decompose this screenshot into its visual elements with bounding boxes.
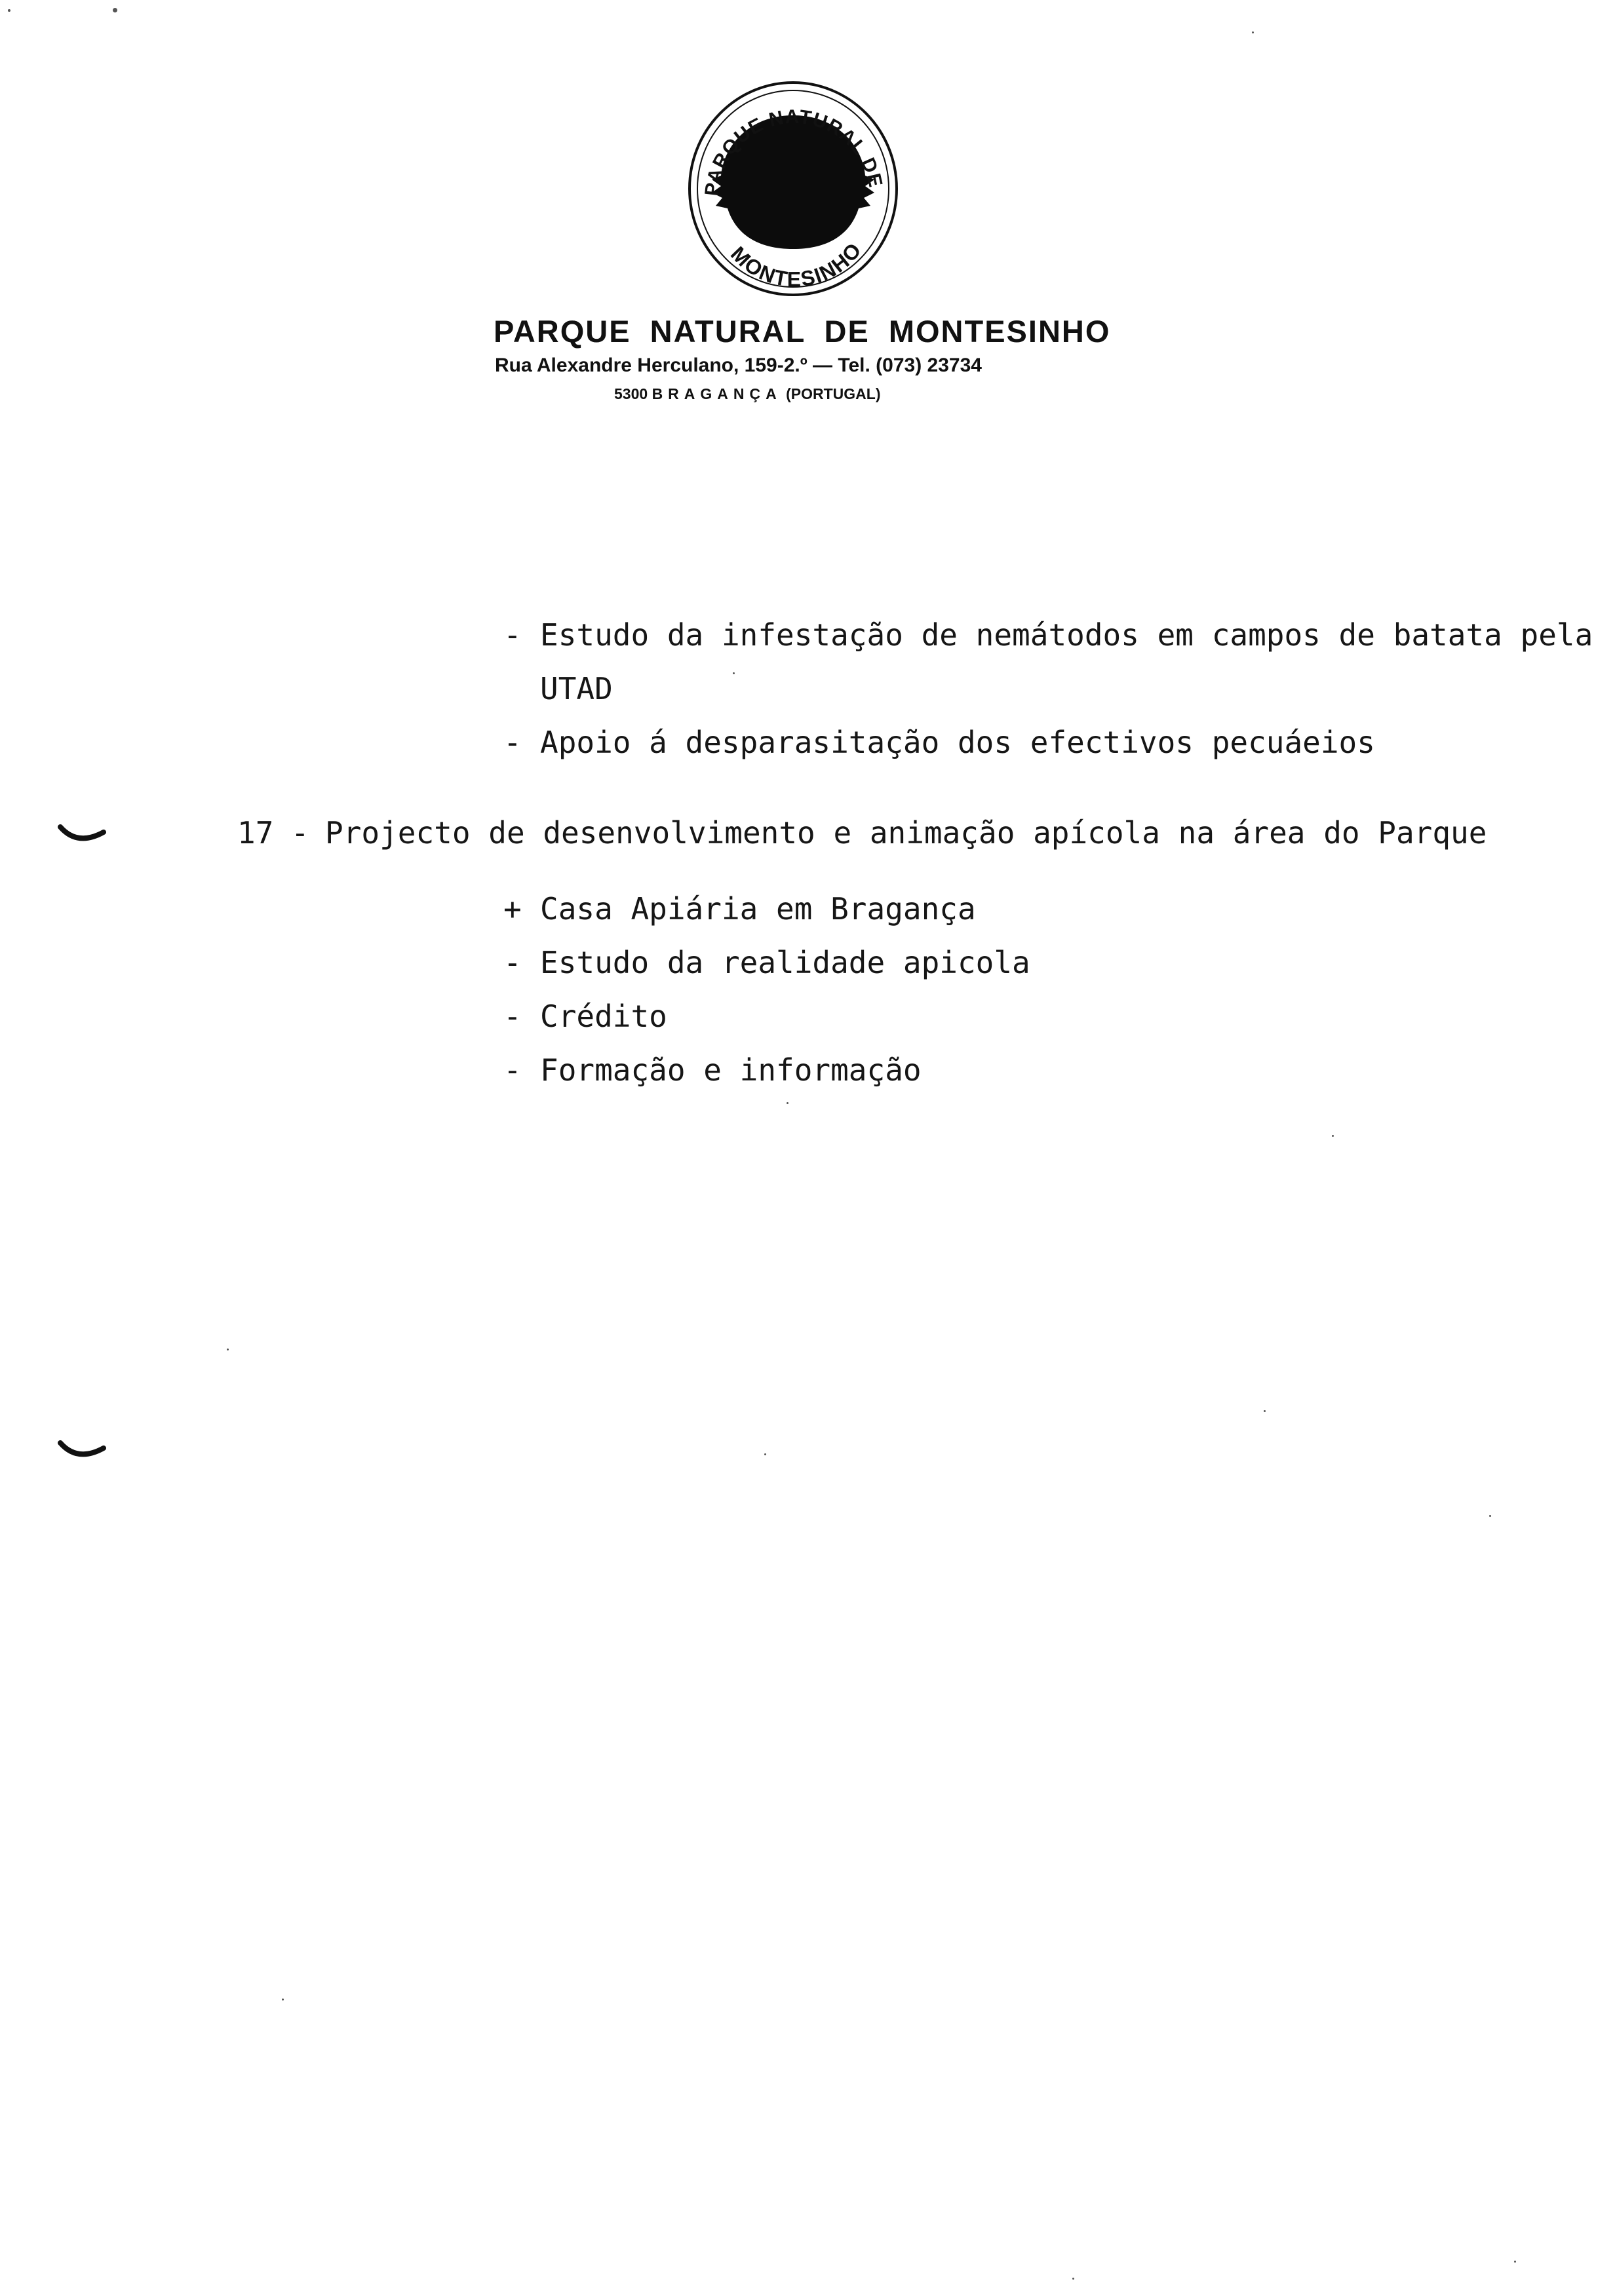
scan-speck xyxy=(113,8,117,12)
letterhead-city-line xyxy=(614,385,881,403)
list-item-marker: - xyxy=(503,945,522,980)
list-item-text: Casa Apiária em Bragança xyxy=(540,891,976,927)
list-item-continuation: UTAD xyxy=(540,671,613,706)
seal-top-text: PARQUE NATURAL DE xyxy=(701,105,887,197)
list-item-text: Apoio á desparasitação dos efectivos pecuáeios xyxy=(540,725,1375,760)
section-number: 17 xyxy=(237,815,274,851)
letterhead-title: PARQUE NATURAL DE MONTESINHO xyxy=(494,314,1111,349)
seal-bottom-text: MONTESINHO xyxy=(726,237,867,292)
punch-hole-mark xyxy=(58,823,106,847)
list-item-marker: - xyxy=(503,1052,522,1088)
scan-speck xyxy=(1252,31,1254,33)
list-item-text: Formação e informação xyxy=(540,1052,922,1088)
park-seal-logo xyxy=(684,77,902,300)
scan-speck xyxy=(764,1453,766,1455)
letterhead-postcode: 5300 xyxy=(614,385,648,402)
list-item-marker: - xyxy=(503,999,522,1034)
scan-speck xyxy=(1332,1135,1334,1137)
section-heading: Projecto de desenvolvimento e animação apícola na área do Parque xyxy=(325,815,1487,851)
section-dash: - xyxy=(291,815,309,851)
scan-speck xyxy=(227,1349,229,1350)
list-item-text: Estudo da infestação de nemátodos em campos de batata pela xyxy=(540,617,1593,653)
scan-speck xyxy=(1514,2261,1516,2263)
letterhead-address: Rua Alexandre Herculano, 159-2.º — Tel. (073) 23734 xyxy=(495,354,982,376)
list-item-marker: - xyxy=(503,725,522,760)
list-item-marker: + xyxy=(503,891,522,927)
scan-speck xyxy=(1264,1410,1266,1412)
list-item-marker: - xyxy=(503,617,522,653)
scan-speck xyxy=(1489,1515,1491,1517)
scan-speck xyxy=(8,9,10,12)
list-item-text: Estudo da realidade apicola xyxy=(540,945,1030,980)
letterhead-city: BRAGANÇA xyxy=(652,385,782,402)
scan-speck xyxy=(787,1102,788,1104)
punch-hole-mark xyxy=(58,1439,106,1463)
scan-speck xyxy=(282,1999,284,2000)
scan-speck xyxy=(733,672,735,674)
scan-speck xyxy=(1072,2278,1074,2280)
letterhead-country: (PORTUGAL) xyxy=(786,385,881,402)
list-item-text: Crédito xyxy=(540,999,667,1034)
